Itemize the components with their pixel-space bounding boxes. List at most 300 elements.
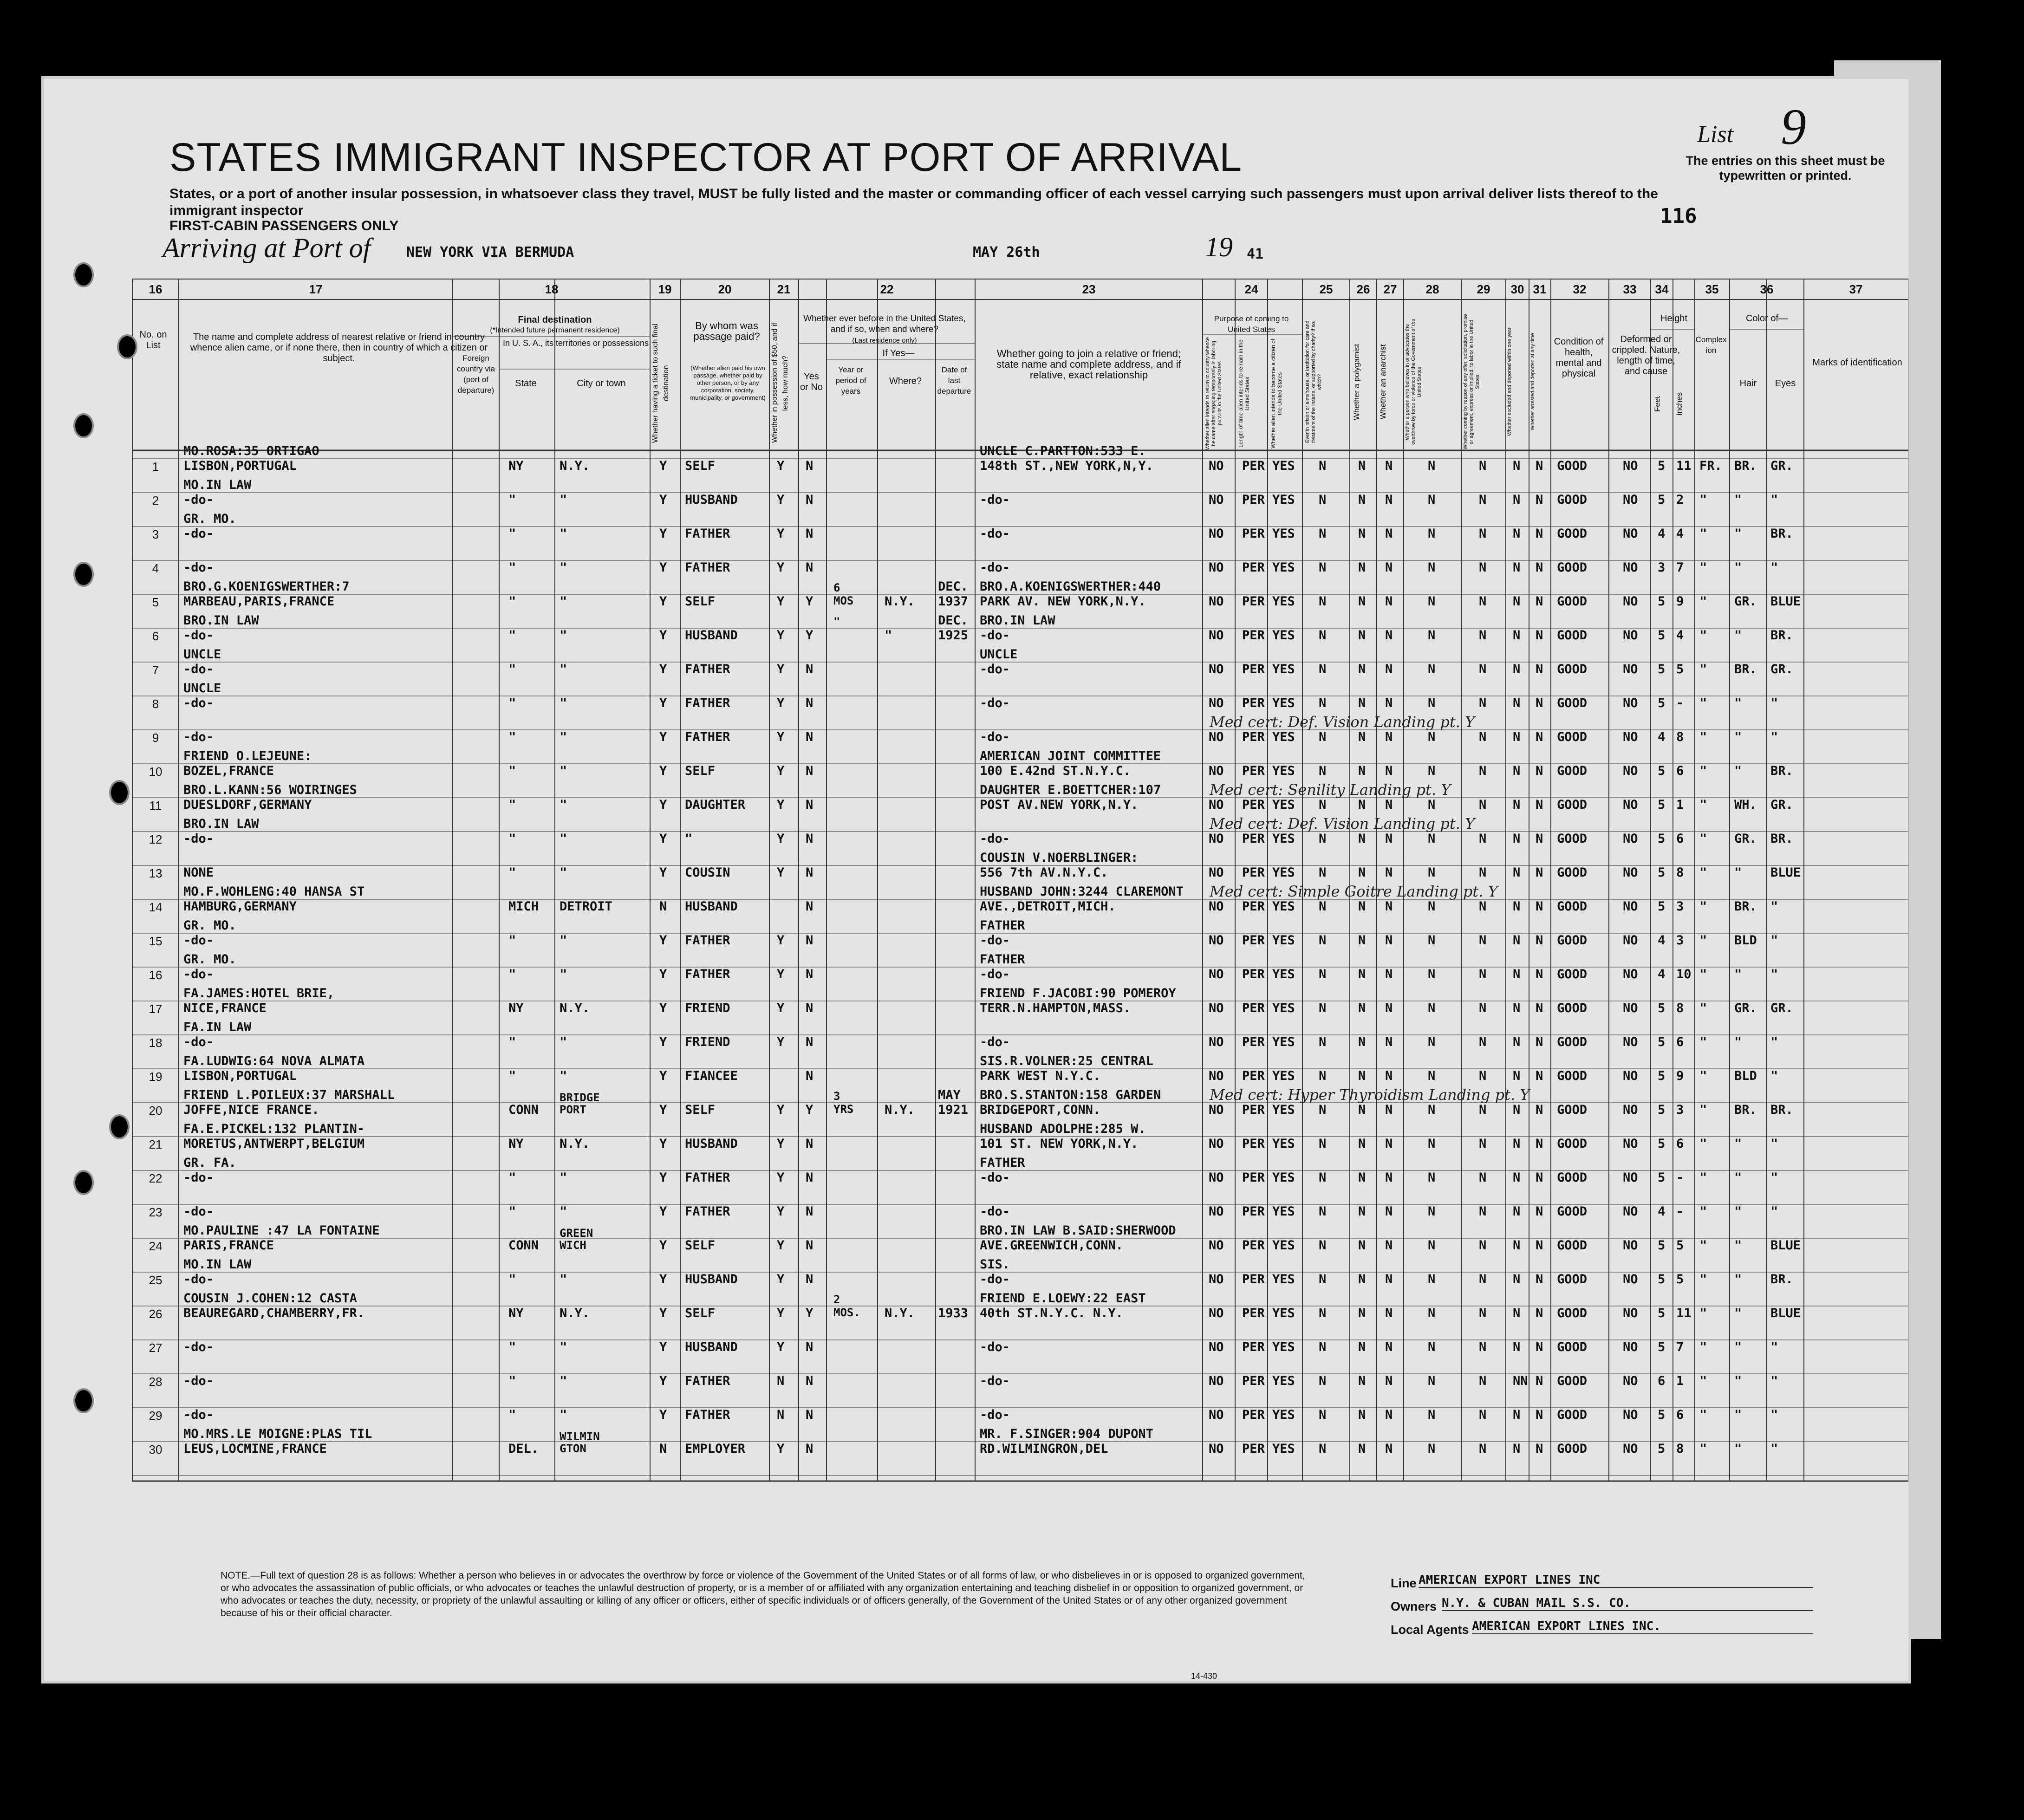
eyes-cell: BR. [1770,1103,1793,1117]
purpose-return-cell: NO [1209,1204,1224,1219]
binder-hole [73,413,94,438]
purpose-length-cell: PER [1242,459,1265,473]
relative-line2: JOFFE,NICE FRANCE. [183,1103,319,1117]
anarchist-cell: N [1385,967,1393,982]
header-inches: Inches [1675,392,1684,416]
inches-cell: 8 [1676,730,1684,744]
header-before-note: (Last residence only) [852,337,917,344]
q30-cell: N [1513,1306,1521,1320]
fifty-cell: Y [777,1340,785,1354]
page-subtitle: States, or a port of another insular possession, in whatsoever class they travel, MUST be fully listed and the master or commanding officer of each vessel carrying such passengers must upon arrival deliver lists thereof to the immigrant inspector [169,186,1658,218]
q29-cell: N [1479,1001,1487,1015]
q28-cell: N [1428,730,1436,744]
health-cell: GOOD [1557,493,1588,507]
health-cell: GOOD [1557,594,1588,609]
q29-cell: N [1479,662,1487,676]
city-cell: " [560,933,567,948]
q28-cell: N [1428,1238,1436,1253]
row-number: 4 [152,561,159,575]
relative-line2: -do- [183,560,214,575]
health-cell: GOOD [1557,1137,1588,1151]
row-number: 11 [149,799,162,812]
relative-line1: GR. MO. [183,918,236,933]
purpose-citizen-cell: YES [1272,1204,1295,1219]
purpose-return-cell: NO [1209,1374,1224,1388]
q29-cell: N [1479,899,1487,914]
q29-cell: N [1479,594,1487,609]
relative-line2: BOZEL,FRANCE [183,764,274,778]
joining-line1: SIS. [980,1257,1010,1272]
joining-line1: COUSIN V.NOERBLINGER: [980,851,1139,865]
complexion-cell: " [1699,493,1707,507]
q28-cell: N [1428,1442,1436,1456]
eyes-cell: " [1770,1442,1778,1456]
header-before-in-us: Whether ever before in the United States, and if so, when and where? [803,314,966,334]
hair-cell: WH. [1734,798,1757,812]
health-cell: GOOD [1557,662,1588,676]
paid-by-cell: COUSIN [685,865,730,880]
polygamist-cell: N [1358,696,1366,710]
prison-cell: N [1319,967,1327,982]
q31-cell: N [1536,1170,1543,1185]
ticket-cell: Y [659,730,667,744]
polygamist-cell: N [1358,1408,1366,1422]
joining-line1: BRO.IN LAW B.SAID:SHERWOOD [980,1223,1176,1238]
purpose-return-cell: NO [1209,1103,1224,1117]
paid-by-cell: HUSBAND [685,1340,738,1354]
inches-cell: 10 [1676,967,1692,982]
q28-cell: N [1428,526,1436,541]
hair-cell: " [1734,1374,1742,1388]
deformed-cell: NO [1623,1272,1638,1287]
prison-cell: N [1319,899,1327,914]
complexion-cell: FR. [1699,459,1722,473]
eyes-cell: GR. [1770,798,1793,812]
departure-month-cell: MAY [938,1088,961,1102]
before-cell: N [806,696,814,710]
where-cell: N.Y. [885,1103,915,1117]
paid-by-cell: HUSBAND [685,1137,738,1151]
page-number: 116 [1660,204,1697,228]
purpose-citizen-cell: YES [1272,1069,1295,1083]
complexion-cell: " [1699,1035,1707,1049]
column-number: 34 [1655,282,1669,296]
feet-cell: 5 [1658,832,1666,846]
health-cell: GOOD [1557,1001,1588,1015]
joining-line2: -do- [980,560,1010,575]
q30-cell: N [1513,628,1521,643]
prison-cell: N [1319,832,1327,846]
q31-cell: N [1536,1238,1543,1253]
eyes-cell: " [1770,1035,1778,1049]
joining-line1: BRO.IN LAW [980,613,1055,628]
complexion-cell: " [1699,1374,1707,1388]
inches-cell: 7 [1676,560,1684,575]
purpose-citizen-cell: YES [1272,899,1295,914]
purpose-length-cell: PER [1242,1272,1265,1287]
paid-by-cell: HUSBAND [685,899,738,914]
q28-cell: N [1428,933,1436,948]
state-cell: " [508,1272,516,1287]
complexion-cell: " [1699,899,1707,914]
row-number: 16 [149,968,163,982]
deformed-cell: NO [1623,1204,1638,1219]
ticket-cell: Y [659,1204,667,1219]
before-cell: N [806,662,814,676]
state-cell: " [508,865,516,880]
hair-cell: " [1734,1170,1742,1185]
purpose-return-cell: NO [1209,1340,1224,1354]
paid-by-cell: FATHER [685,662,730,676]
purpose-return-cell: NO [1209,1306,1224,1320]
arrival-date: MAY 26th [973,244,1040,260]
joining-line2: -do- [980,526,1010,541]
fifty-cell: Y [777,560,785,575]
relative-line1: FA.IN LAW [183,1020,252,1034]
before-cell: N [806,1204,814,1219]
hair-cell: GR. [1734,1001,1757,1015]
city-cell: " [560,967,567,982]
q28-cell: N [1428,798,1436,812]
purpose-citizen-cell: YES [1272,493,1295,507]
polygamist-cell: N [1358,1103,1366,1117]
fifty-cell: Y [777,696,785,710]
health-cell: GOOD [1557,1238,1588,1253]
city-cell: WILMIN GTON [560,1430,600,1455]
anarchist-cell: N [1385,560,1393,575]
joining-line2: -do- [980,933,1010,948]
arrival-year-suffix: 41 [1247,246,1264,262]
prison-cell: N [1319,730,1327,744]
relative-line2: -do- [183,1170,214,1185]
q31-cell: N [1536,1306,1543,1320]
q28-cell: N [1428,696,1436,710]
deformed-cell: NO [1623,1306,1638,1320]
q29-cell: N [1479,1204,1487,1219]
arriving-label: Arriving at Port of [163,233,371,263]
state-cell: NY [508,459,524,473]
header-anarchist: Whether an anarchist [1379,344,1387,420]
q29-cell: N [1479,1340,1487,1354]
state-cell: " [508,1374,516,1388]
hair-cell: " [1734,1340,1742,1354]
city-cell: " [560,662,567,676]
joining-line2: TERR.N.HAMPTON,MASS. [980,1001,1131,1015]
anarchist-cell: N [1385,662,1393,676]
purpose-length-cell: PER [1242,832,1265,846]
relative-line1: FRIEND O.LEJEUNE: [183,749,312,763]
before-cell: N [806,1137,814,1151]
relative-line2: -do- [183,696,214,710]
prison-cell: N [1319,560,1327,575]
anarchist-cell: N [1385,899,1393,914]
paid-by-cell: FIANCEE [685,1069,738,1083]
q30-cell: N [1513,1069,1521,1083]
purpose-return-cell: NO [1209,1137,1224,1151]
state-cell: " [508,1340,516,1354]
before-cell: N [806,1272,814,1287]
column-number: 31 [1533,282,1547,296]
state-cell: " [508,1204,516,1219]
row-number: 21 [149,1138,163,1151]
purpose-length-cell: PER [1242,1306,1265,1320]
q30-cell: N [1513,1035,1521,1049]
ticket-cell: Y [659,798,667,812]
hair-cell: GR. [1734,832,1757,846]
header-if-yes: If Yes— [882,348,915,358]
eyes-cell: BR. [1770,526,1793,541]
relative-line2: -do- [183,1272,214,1287]
q30-cell: N [1513,459,1521,473]
header-where: Where? [889,376,922,386]
purpose-return-cell: NO [1209,696,1224,710]
q28-cell: N [1428,628,1436,643]
deformed-cell: NO [1623,832,1638,846]
eyes-cell: " [1770,730,1778,744]
inches-cell: 9 [1676,594,1684,609]
feet-cell: 5 [1658,1272,1666,1287]
fifty-cell: Y [777,1238,785,1253]
inches-cell: 1 [1676,1374,1684,1388]
purpose-return-cell: NO [1209,1001,1224,1015]
eyes-cell: BR. [1770,764,1793,778]
q30-cell: N [1513,1408,1521,1422]
fifty-cell: Y [777,1204,785,1219]
prison-cell: N [1319,459,1327,473]
state-cell: " [508,1408,516,1422]
years-cell: 3 YRS [833,1090,854,1116]
polygamist-cell: N [1358,730,1366,744]
fifty-cell: Y [777,662,785,676]
inches-cell: 6 [1676,1137,1684,1151]
q29-cell: N [1479,1103,1487,1117]
complexion-cell: " [1699,628,1707,643]
column-number: 21 [777,282,791,296]
inches-cell: 2 [1676,493,1684,507]
ticket-cell: Y [659,1272,667,1287]
purpose-citizen-cell: YES [1272,832,1295,846]
q31-cell: N [1536,1374,1543,1388]
purpose-citizen-cell: YES [1272,967,1295,982]
inches-cell: 3 [1676,899,1684,914]
prison-cell: N [1319,1408,1327,1422]
purpose-citizen-cell: YES [1272,594,1295,609]
fifty-cell: Y [777,967,785,982]
paid-by-cell: FRIEND [685,1035,730,1049]
row-number: 17 [149,1002,163,1016]
health-cell: GOOD [1557,628,1588,643]
complexion-cell: " [1699,1340,1707,1354]
complexion-cell: " [1699,526,1707,541]
joining-line1: AMERICAN JOINT COMMITTEE [980,749,1161,763]
purpose-length-cell: PER [1242,933,1265,948]
q31-cell: N [1536,1035,1543,1049]
before-cell: N [806,967,814,982]
purpose-return-cell: NO [1209,764,1224,778]
relative-line1: MO.MRS.LE MOIGNE:PLAS TIL [183,1427,372,1441]
state-cell: " [508,493,516,507]
row-number: 20 [149,1104,163,1118]
form-number: 14-430 [1191,1671,1217,1681]
health-cell: GOOD [1557,1306,1588,1320]
relative-line2: -do- [183,493,214,507]
joining-line1: HUSBAND ADOLPHE:285 W. [980,1122,1146,1136]
joining-line2: PARK AV. NEW YORK,N.Y. [980,594,1146,609]
health-cell: GOOD [1557,899,1588,914]
column-number: 36 [1760,282,1774,296]
eyes-cell: BLUE [1770,594,1801,609]
binder-hole [109,1114,130,1139]
paid-by-cell: SELF [685,1238,716,1253]
q29-cell: N [1479,526,1487,541]
state-cell: " [508,1035,516,1049]
q31-cell: N [1536,967,1543,982]
q30-cell: N [1513,1272,1521,1287]
manifest-sheet [44,79,1908,1681]
feet-cell: 5 [1658,1408,1666,1422]
header-yes-no: Yes or No [800,371,823,392]
hair-cell: BR. [1734,1103,1757,1117]
ticket-cell: Y [659,526,667,541]
column-number: 19 [658,282,672,296]
feet-cell: 5 [1658,662,1666,676]
hair-cell: " [1734,1238,1742,1253]
relative-line2: -do- [183,1340,214,1354]
purpose-length-cell: PER [1242,1035,1265,1049]
eyes-cell: GR. [1770,1001,1793,1015]
eyes-cell: " [1770,899,1778,914]
anarchist-cell: N [1385,1001,1393,1015]
city-cell: " [560,865,567,880]
before-cell: N [806,798,814,812]
row-number: 25 [149,1273,163,1287]
complexion-cell: " [1699,1272,1707,1287]
polygamist-cell: N [1358,662,1366,676]
joining-line1: UNCLE [980,647,1018,662]
complexion-cell: " [1699,1408,1707,1422]
purpose-length-cell: PER [1242,662,1265,676]
q30-cell: N [1513,594,1521,609]
health-cell: GOOD [1557,1408,1588,1422]
joining-line2: -do- [980,662,1010,676]
q31-cell: N [1536,459,1543,473]
fifty-cell: Y [777,1137,785,1151]
relative-line1: MO.IN LAW [183,1257,252,1272]
inches-cell: 1 [1676,798,1684,812]
prison-cell: N [1319,1035,1327,1049]
before-cell: Y [806,1306,814,1320]
joining-line1: HUSBAND JOHN:3244 CLAREMONT [980,884,1184,899]
joining-line2: AVE.,DETROIT,MICH. [980,899,1116,914]
inches-cell: 6 [1676,832,1684,846]
inches-cell: - [1676,1170,1684,1185]
feet-cell: 4 [1658,1204,1666,1219]
header-marks: Marks of identification [1812,358,1902,368]
binder-hole [109,780,130,805]
handwritten-medical-note: Med cert: Senility Landing pt. Y [1210,781,1451,799]
deformed-cell: NO [1623,493,1638,507]
feet-cell: 5 [1658,798,1666,812]
purpose-return-cell: NO [1209,1408,1224,1422]
column-number: 30 [1510,282,1524,296]
row-number: 30 [149,1443,163,1456]
ticket-cell: Y [659,1238,667,1253]
prison-cell: N [1319,594,1327,609]
paid-by-cell: " [685,832,693,846]
deformed-cell: NO [1623,1001,1638,1015]
row-number: 5 [152,595,159,609]
q31-cell: N [1536,899,1543,914]
departure-year-cell: 1921 [938,1103,969,1117]
prison-cell: N [1319,493,1327,507]
q30-cell: N [1513,1137,1521,1151]
q29-cell: N [1479,730,1487,744]
paid-by-cell: FATHER [685,730,730,744]
feet-cell: 5 [1658,1069,1666,1083]
column-number: 17 [309,282,323,296]
feet-cell: 5 [1658,1238,1666,1253]
row-number: 28 [149,1375,163,1389]
anarchist-cell: N [1385,1069,1393,1083]
purpose-return-cell: NO [1209,1035,1224,1049]
before-cell: N [806,1238,814,1253]
q29-cell: N [1479,628,1487,643]
purpose-length-cell: PER [1242,594,1265,609]
purpose-length-cell: PER [1242,730,1265,744]
deformed-cell: NO [1623,1374,1638,1388]
complexion-cell: " [1699,1442,1707,1456]
relative-line2: -do- [183,1408,214,1422]
feet-cell: 5 [1658,1442,1666,1456]
q30-cell: N [1513,662,1521,676]
departure-year-cell: 1937 [938,594,969,609]
eyes-cell: " [1770,560,1778,575]
purpose-citizen-cell: YES [1272,696,1295,710]
typewritten-note: The entries on this sheet must be typewritten or printed. [1686,154,1885,182]
health-cell: GOOD [1557,560,1588,575]
polygamist-cell: N [1358,628,1366,643]
complexion-cell: " [1699,1170,1707,1185]
polygamist-cell: N [1358,1374,1366,1388]
paid-by-cell: HUSBAND [685,493,738,507]
ticket-cell: Y [659,933,667,948]
complexion-cell: " [1699,1069,1707,1083]
anarchist-cell: N [1385,526,1393,541]
header-health: Condition of health, mental and physical [1554,337,1604,379]
where-cell: " [885,628,892,643]
paid-by-cell: FATHER [685,967,730,982]
city-cell: BRIDGE PORT [560,1091,600,1116]
q31-cell: N [1536,1340,1543,1354]
relative-line2: LEUS,LOCMINE,FRANCE [183,1442,327,1456]
relative-line1: BRO.L.KANN:56 WOIRINGES [183,783,357,797]
deformed-cell: NO [1623,798,1638,812]
row-number: 8 [152,697,159,711]
joining-line2: RD.WILMINGRON,DEL [980,1442,1108,1456]
paid-by-cell: FATHER [685,696,730,710]
eyes-cell: BLUE [1770,1238,1801,1253]
ticket-cell: Y [659,594,667,609]
q29-cell: N [1479,798,1487,812]
eyes-cell: " [1770,1340,1778,1354]
polygamist-cell: N [1358,764,1366,778]
deformed-cell: NO [1623,662,1638,676]
header-hair: Hair [1739,378,1757,389]
purpose-length-cell: PER [1242,865,1265,880]
before-cell: N [806,899,814,914]
q29-cell: N [1479,459,1487,473]
q28-cell: N [1428,459,1436,473]
